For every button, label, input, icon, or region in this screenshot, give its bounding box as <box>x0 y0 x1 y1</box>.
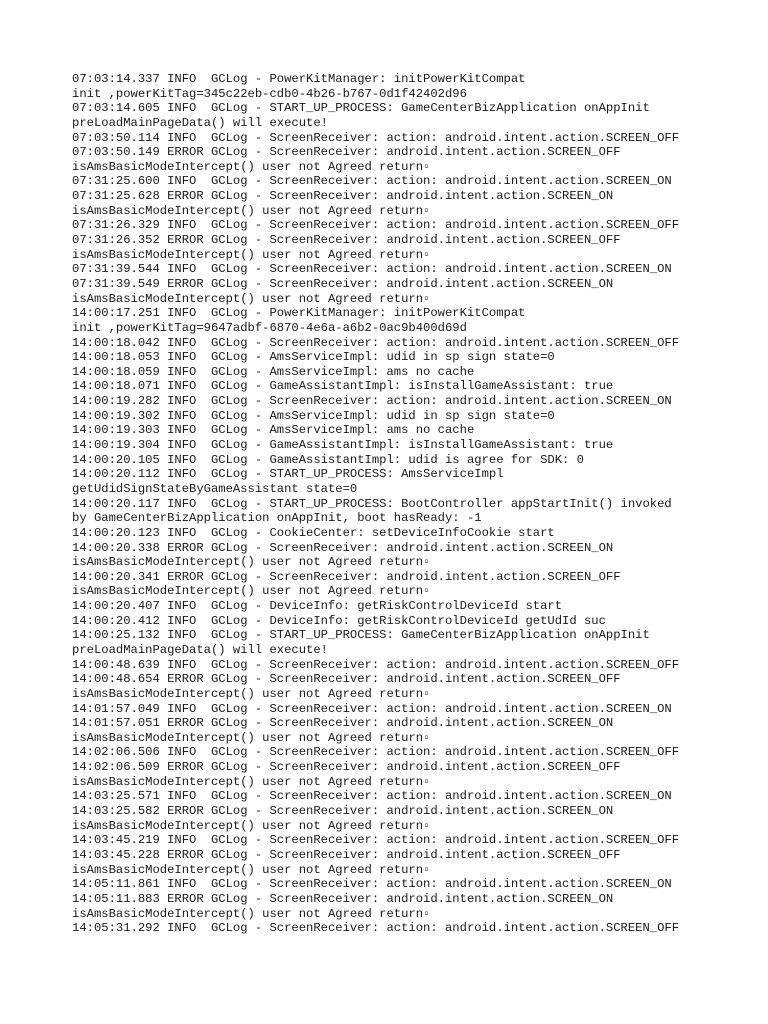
log-document <box>72 72 712 936</box>
log-line: 14:00:19.302 INFO GCLog - AmsServiceImpl: udid in sp sign state=0 <box>72 408 555 423</box>
log-line: 07:03:14.605 INFO GCLog - START_UP_PROCESS: GameCenterBizApplication onAppInit <box>72 101 650 116</box>
log-line: 14:00:19.303 INFO GCLog - AmsServiceImpl: ams no cache <box>72 423 475 438</box>
log-line: 14:00:18.042 INFO GCLog - ScreenReceiver: action: android.intent.action.SCREEN_OFF <box>72 335 680 350</box>
log-line: 14:01:57.051 ERROR GCLog - ScreenReceiver: android.intent.action.SCREEN_ON <box>72 716 614 731</box>
log-line: 07:03:50.149 ERROR GCLog - ScreenReceiver: android.intent.action.SCREEN_OFF <box>72 145 621 160</box>
log-line: isAmsBasicModeIntercept() user not Agreed return▫ <box>72 291 431 306</box>
log-line: 14:00:25.132 INFO GCLog - START_UP_PROCESS: GameCenterBizApplication onAppInit <box>72 628 650 643</box>
log-line: preLoadMainPageData() will execute! <box>72 115 328 130</box>
log-line: 07:31:25.600 INFO GCLog - ScreenReceiver: action: android.intent.action.SCREEN_ON <box>72 174 672 189</box>
log-line: 14:00:19.282 INFO GCLog - ScreenReceiver: action: android.intent.action.SCREEN_ON <box>72 394 672 409</box>
log-line: 14:00:18.071 INFO GCLog - GameAssistantImpl: isInstallGameAssistant: true <box>72 379 614 394</box>
log-line: 14:03:25.571 INFO GCLog - ScreenReceiver: action: android.intent.action.SCREEN_ON <box>72 789 672 804</box>
log-line: isAmsBasicModeIntercept() user not Agreed return▫ <box>72 203 431 218</box>
log-line: 14:05:11.883 ERROR GCLog - ScreenReceiver: android.intent.action.SCREEN_ON <box>72 891 614 906</box>
log-line: 07:31:26.329 INFO GCLog - ScreenReceiver: action: android.intent.action.SCREEN_OFF <box>72 218 680 233</box>
log-line: 14:00:20.407 INFO GCLog - DeviceInfo: getRiskControlDeviceId start <box>72 599 563 614</box>
log-line: isAmsBasicModeIntercept() user not Agreed return▫ <box>72 247 431 262</box>
log-line: isAmsBasicModeIntercept() user not Agreed return▫ <box>72 906 431 921</box>
log-line: 07:31:39.549 ERROR GCLog - ScreenReceiver: android.intent.action.SCREEN_ON <box>72 276 614 291</box>
log-line: init ,powerKitTag=9647adbf-6870-4e6a-a6b2-0ac9b400d69d <box>72 320 467 335</box>
log-line: 14:00:20.117 INFO GCLog - START_UP_PROCESS: BootController appStartInit() invoked <box>72 496 672 511</box>
log-line: 07:31:39.544 INFO GCLog - ScreenReceiver: action: android.intent.action.SCREEN_ON <box>72 262 672 277</box>
log-line: isAmsBasicModeIntercept() user not Agreed return▫ <box>72 555 431 570</box>
log-line: 14:00:17.251 INFO GCLog - PowerKitManager: initPowerKitCompat <box>72 306 526 321</box>
log-line: 14:00:18.059 INFO GCLog - AmsServiceImpl: ams no cache <box>72 364 475 379</box>
log-line: 14:03:25.582 ERROR GCLog - ScreenReceiver: android.intent.action.SCREEN_ON <box>72 804 614 819</box>
log-line: 14:00:19.304 INFO GCLog - GameAssistantImpl: isInstallGameAssistant: true <box>72 438 614 453</box>
log-line: 14:05:11.861 INFO GCLog - ScreenReceiver: action: android.intent.action.SCREEN_ON <box>72 877 672 892</box>
log-line: 14:00:18.053 INFO GCLog - AmsServiceImpl: udid in sp sign state=0 <box>72 350 555 365</box>
log-line: 14:00:20.112 INFO GCLog - START_UP_PROCESS: AmsServiceImpl <box>72 467 504 482</box>
log-line: isAmsBasicModeIntercept() user not Agreed return▫ <box>72 774 431 789</box>
log-line: 14:00:20.412 INFO GCLog - DeviceInfo: getRiskControlDeviceId getUdId suc <box>72 613 606 628</box>
log-line: 14:00:48.639 INFO GCLog - ScreenReceiver: action: android.intent.action.SCREEN_OFF <box>72 657 680 672</box>
log-line: isAmsBasicModeIntercept() user not Agreed return▫ <box>72 159 431 174</box>
log-line: 14:01:57.049 INFO GCLog - ScreenReceiver: action: android.intent.action.SCREEN_ON <box>72 701 672 716</box>
log-line: preLoadMainPageData() will execute! <box>72 642 328 657</box>
log-line: 07:03:14.337 INFO GCLog - PowerKitManager: initPowerKitCompat <box>72 72 526 86</box>
log-line: 14:02:06.506 INFO GCLog - ScreenReceiver: action: android.intent.action.SCREEN_OFF <box>72 745 680 760</box>
log-line: by GameCenterBizApplication onAppInit, boot hasReady: -1 <box>72 511 482 526</box>
log-line: getUdidSignStateByGameAssistant state=0 <box>72 481 358 496</box>
log-line: 07:31:25.628 ERROR GCLog - ScreenReceiver: android.intent.action.SCREEN_ON <box>72 189 614 204</box>
log-line: 14:00:20.105 INFO GCLog - GameAssistantImpl: udid is agree for SDK: 0 <box>72 452 584 467</box>
log-line: isAmsBasicModeIntercept() user not Agreed return▫ <box>72 686 431 701</box>
log-line: 07:03:50.114 INFO GCLog - ScreenReceiver: action: android.intent.action.SCREEN_OFF <box>72 130 680 145</box>
log-line: 14:00:20.123 INFO GCLog - CookieCenter: setDeviceInfoCookie start <box>72 525 555 540</box>
log-line: isAmsBasicModeIntercept() user not Agreed return▫ <box>72 584 431 599</box>
log-line: isAmsBasicModeIntercept() user not Agreed return▫ <box>72 730 431 745</box>
log-line: 14:00:20.338 ERROR GCLog - ScreenReceiver: android.intent.action.SCREEN_ON <box>72 540 614 555</box>
log-line: isAmsBasicModeIntercept() user not Agreed return▫ <box>72 862 431 877</box>
log-line: 14:00:48.654 ERROR GCLog - ScreenReceiver: android.intent.action.SCREEN_OFF <box>72 672 621 687</box>
log-line: 14:00:20.341 ERROR GCLog - ScreenReceiver: android.intent.action.SCREEN_OFF <box>72 569 621 584</box>
log-line: 14:03:45.228 ERROR GCLog - ScreenReceiver: android.intent.action.SCREEN_OFF <box>72 847 621 862</box>
log-line: 14:05:31.292 INFO GCLog - ScreenReceiver: action: android.intent.action.SCREEN_OFF <box>72 921 680 936</box>
log-line: isAmsBasicModeIntercept() user not Agreed return▫ <box>72 818 431 833</box>
log-line: 14:03:45.219 INFO GCLog - ScreenReceiver: action: android.intent.action.SCREEN_OFF <box>72 833 680 848</box>
log-line: init ,powerKitTag=345c22eb-cdb0-4b26-b767-0d1f42402d96 <box>72 86 467 101</box>
log-line: 14:02:06.509 ERROR GCLog - ScreenReceiver: android.intent.action.SCREEN_OFF <box>72 760 621 775</box>
log-line: 07:31:26.352 ERROR GCLog - ScreenReceiver: android.intent.action.SCREEN_OFF <box>72 233 621 248</box>
